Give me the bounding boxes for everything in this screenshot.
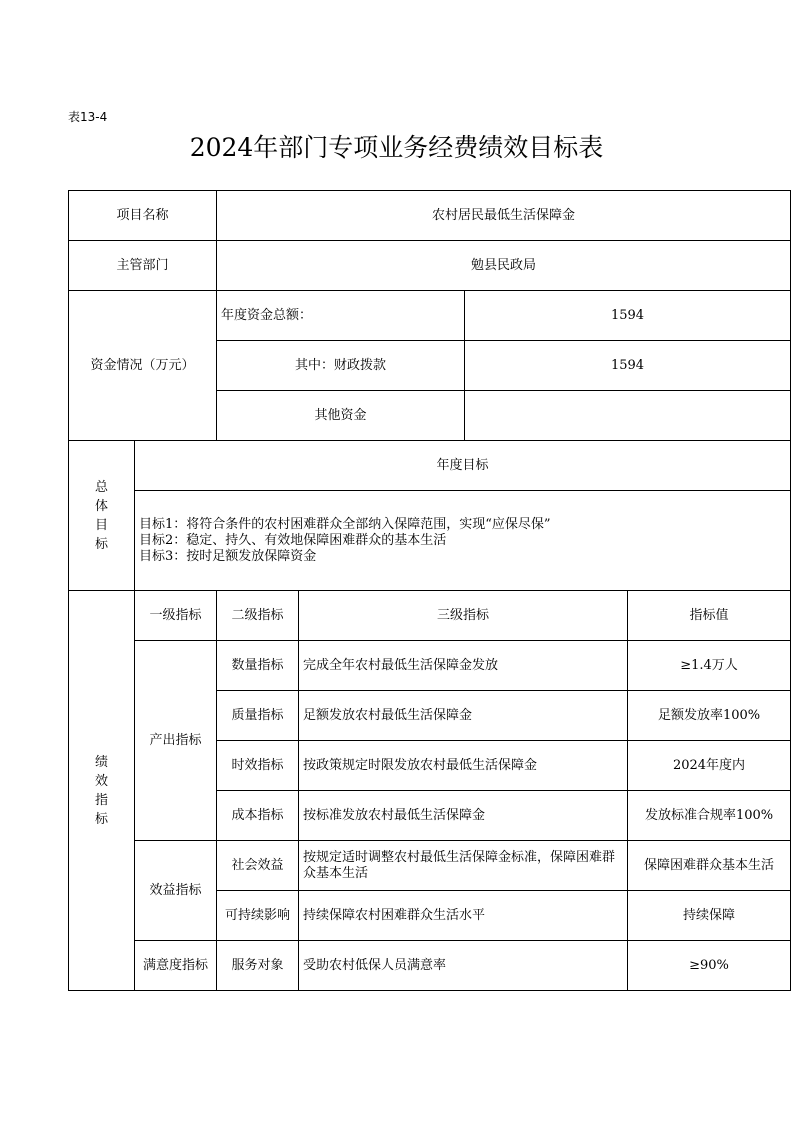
overall-goal-char: 体 (94, 498, 108, 514)
overall-goal-char: 标 (94, 536, 108, 552)
performance-char: 指 (94, 792, 108, 808)
project-name-label: 项目名称 (69, 191, 217, 241)
level2-cell: 质量指标 (217, 691, 299, 741)
overall-goal-label (69, 441, 135, 591)
value-cell: ≥1.4万人 (628, 641, 791, 691)
level2-cell: 服务对象 (217, 941, 299, 991)
annual-goals (135, 491, 791, 591)
funds-total-value: 1594 (465, 291, 791, 341)
funds-fiscal-label: 其中：财政拨款 (217, 341, 465, 391)
level2-cell: 社会效益 (217, 841, 299, 891)
annual-goal-header: 年度目标 (135, 441, 791, 491)
value-cell: 足额发放率100% (628, 691, 791, 741)
performance-char: 绩 (94, 754, 108, 770)
funds-fiscal-value: 1594 (465, 341, 791, 391)
value-cell: 发放标准合规率100% (628, 791, 791, 841)
level2-cell: 数量指标 (217, 641, 299, 691)
header-value: 指标值 (628, 591, 791, 641)
satisfaction-indicator-label: 满意度指标 (135, 941, 217, 991)
header-level3: 三级指标 (299, 591, 628, 641)
funds-other-value (465, 391, 791, 441)
value-cell: 保障困难群众基本生活 (628, 841, 791, 891)
funds-label: 资金情况（万元） (69, 291, 217, 441)
goal-item: 目标1：将符合条件的农村困难群众全部纳入保障范围，实现“应保尽保” (139, 516, 551, 532)
performance-indicator-label (69, 591, 135, 991)
value-cell: 持续保障 (628, 891, 791, 941)
department-label: 主管部门 (69, 241, 217, 291)
header-level2: 二级指标 (217, 591, 299, 641)
level3-cell: 持续保障农村困难群众生活水平 (299, 891, 628, 941)
value-cell: ≥90% (628, 941, 791, 991)
goal-item: 目标2：稳定、持久、有效地保障困难群众的基本生活 (139, 532, 447, 548)
performance-target-table (68, 190, 791, 991)
department-value: 勉县民政局 (217, 241, 791, 291)
level3-cell: 足额发放农村最低生活保障金 (299, 691, 628, 741)
performance-char: 标 (94, 811, 108, 827)
header-level1: 一级指标 (135, 591, 217, 641)
overall-goal-char: 目 (94, 517, 108, 533)
level3-cell: 按标准发放农村最低生活保障金 (299, 791, 628, 841)
benefit-indicator-label: 效益指标 (135, 841, 217, 941)
level3-cell: 按政策规定时限发放农村最低生活保障金 (299, 741, 628, 791)
output-indicator-label: 产出指标 (135, 641, 217, 841)
overall-goal-char: 总 (94, 479, 108, 495)
funds-total-label: 年度资金总额： (217, 291, 465, 341)
funds-other-label: 其他资金 (217, 391, 465, 441)
level3-cell: 受助农村低保人员满意率 (299, 941, 628, 991)
project-name-value: 农村居民最低生活保障金 (217, 191, 791, 241)
table-number: 表13-4 (68, 110, 108, 124)
goal-item: 目标3：按时足额发放保障资金 (139, 548, 317, 564)
level3-cell: 按规定适时调整农村最低生活保障金标准，保障困难群众基本生活 (299, 841, 628, 891)
level2-cell: 可持续影响 (217, 891, 299, 941)
performance-char: 效 (94, 773, 108, 789)
level2-cell: 时效指标 (217, 741, 299, 791)
level2-cell: 成本指标 (217, 791, 299, 841)
page-title: 2024年部门专项业务经费绩效目标表 (189, 133, 604, 162)
level3-cell: 完成全年农村最低生活保障金发放 (299, 641, 628, 691)
value-cell: 2024年度内 (628, 741, 791, 791)
